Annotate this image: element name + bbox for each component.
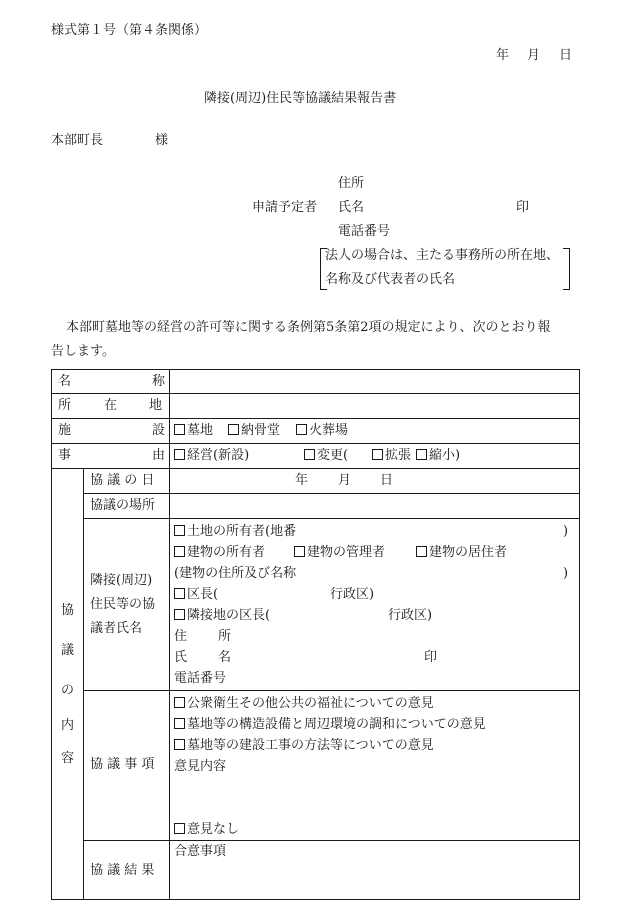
matter-environment-harmony[interactable]: 墓地等の構造設備と周辺環境の調和についての意見 [174, 717, 486, 733]
row-location [52, 394, 580, 419]
row-reason [52, 444, 580, 469]
row-consult-place [52, 494, 580, 519]
checkbox-icon[interactable] [174, 823, 185, 834]
facility-option-cemetery[interactable]: 墓地 [174, 423, 213, 439]
intro-line1: 本部町墓地等の経営の許可等に関する条例第5条第2項の規定により、次のとおり報 [66, 320, 551, 335]
form-number: 様式第１号（第４条関係） [51, 23, 208, 38]
party-ward-head[interactable]: 区長( [174, 587, 218, 603]
date-year-label: 年 [496, 48, 510, 63]
consult-result-label: 協 議 結 果 [84, 841, 170, 900]
corporate-note-line2: 名称及び代表者の氏名 [325, 272, 456, 287]
opinion-label: 意見内容 [174, 759, 227, 774]
consult-place-label: 協議の場所 [84, 494, 170, 519]
checkbox-icon[interactable] [174, 697, 185, 708]
note-bracket-right [563, 248, 570, 290]
consult-date-value[interactable]: 年 月 日 [170, 469, 580, 494]
matter-public-health[interactable]: 公衆衛生その他公共の福祉についての意見 [174, 696, 434, 712]
checkbox-icon[interactable] [416, 546, 427, 557]
matter-construction-method[interactable]: 墓地等の建設工事の方法等についての意見 [174, 738, 434, 754]
row-facility [52, 419, 580, 444]
row-consult-result [52, 841, 580, 900]
party-building-manager[interactable]: 建物の管理者 [294, 545, 385, 561]
checkbox-icon[interactable] [372, 449, 383, 460]
checkbox-icon[interactable] [294, 546, 305, 557]
row-consult-date [52, 469, 580, 494]
reason-option-change[interactable]: 変更( [304, 448, 348, 464]
date-day-label: 日 [559, 48, 573, 63]
corporate-note-line1: 法人の場合は、主たる事務所の所在地、 [325, 248, 560, 263]
applicant-address-label: 住所 [338, 176, 365, 191]
name-label-cell: 名 称 [52, 370, 170, 394]
reason-options-cell [170, 444, 580, 469]
checkbox-icon[interactable] [174, 588, 185, 599]
name-value-cell[interactable] [170, 370, 580, 394]
reason-label-cell: 事 由 [52, 444, 170, 469]
checkbox-icon[interactable] [296, 424, 307, 435]
facility-options-cell [170, 419, 580, 444]
reason-option-reduce[interactable]: 縮小) [416, 448, 460, 464]
consultation-section-label: 協 議 の 内 容 [52, 469, 84, 900]
addressee: 本部町長 [51, 133, 104, 148]
checkbox-icon[interactable] [174, 424, 185, 435]
reason-option-new[interactable]: 経営(新設) [174, 448, 249, 464]
row-consult-parties [52, 519, 580, 691]
intro-line2: 告します。 [51, 344, 115, 359]
consult-matters-label: 協 議 事 項 [84, 691, 170, 841]
date-month-label: 月 [527, 48, 541, 63]
checkbox-icon[interactable] [174, 718, 185, 729]
party-building-resident[interactable]: 建物の居住者 [416, 545, 507, 561]
consult-parties-value: 土地の所有者(地番 ) 建物の所有者 建物の管理者 建物の居住者 (建物の住所及び名称 ) 区長( 行政区) 隣接地の区長( 行政区) 住 所 氏 名 印 電話番号 [170, 519, 580, 691]
party-building-owner[interactable]: 建物の所有者 [174, 545, 265, 561]
page-title: 隣接(周辺)住民等協議結果報告書 [204, 91, 397, 106]
row-name [52, 370, 580, 394]
row-consult-matters [52, 691, 580, 841]
checkbox-icon[interactable] [304, 449, 315, 460]
consult-result-value[interactable]: 合意事項 [170, 841, 580, 900]
consult-date-label: 協 議 の 日 [84, 469, 170, 494]
honorific: 様 [155, 133, 169, 148]
checkbox-icon[interactable] [174, 449, 185, 460]
location-value-cell[interactable] [170, 394, 580, 419]
reason-option-expand[interactable]: 拡張 [372, 448, 411, 464]
location-label-cell: 所 在 地 [52, 394, 170, 419]
party-adjacent-ward-head[interactable]: 隣接地の区長( [174, 608, 270, 624]
consult-matters-value [170, 691, 580, 841]
consult-place-value[interactable] [170, 494, 580, 519]
applicant-seal: 印 [516, 200, 530, 215]
report-form-table [51, 369, 580, 900]
checkbox-icon[interactable] [416, 449, 427, 460]
applicant-phone-label: 電話番号 [338, 224, 391, 239]
consult-parties-label: 隣接(周辺) 住民等の協 議者氏名 [84, 519, 170, 691]
party-land-owner[interactable]: 土地の所有者(地番 [174, 524, 296, 540]
checkbox-icon[interactable] [174, 739, 185, 750]
checkbox-icon[interactable] [174, 546, 185, 557]
facility-option-ossuary[interactable]: 納骨堂 [228, 423, 280, 439]
checkbox-icon[interactable] [174, 609, 185, 620]
no-opinion-option[interactable]: 意見なし [174, 822, 239, 838]
applicant-name-label: 氏名 [338, 200, 365, 215]
facility-option-crematorium[interactable]: 火葬場 [296, 423, 348, 439]
checkbox-icon[interactable] [228, 424, 239, 435]
applicant-role: 申請予定者 [252, 200, 318, 215]
facility-label-cell: 施 設 [52, 419, 170, 444]
checkbox-icon[interactable] [174, 525, 185, 536]
